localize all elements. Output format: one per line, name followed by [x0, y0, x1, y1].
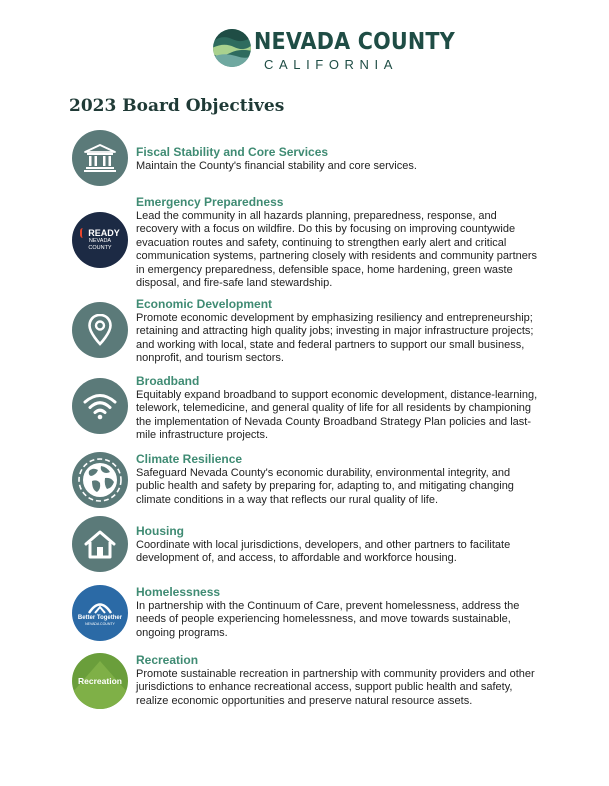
- courthouse-icon: [72, 130, 128, 186]
- objective-title: Climate Resilience: [136, 452, 243, 466]
- objective-description: Promote sustainable recreation in partnership with community providers and other jurisdictions to enhance recreational access, support public health and safety, realize economic opportunities and preserve natural resource assets.: [136, 668, 535, 707]
- page-title: 2023 Board Objectives: [69, 96, 285, 116]
- objective-description: In partnership with the Continuum of Care, prevent homelessness, address the needs of people experiencing homelessness, and move towards sustainable, ongoing programs.: [136, 600, 520, 639]
- objective-title: Fiscal Stability and Core Services: [136, 145, 329, 159]
- logo-title: NEVADA COUNTY: [254, 29, 455, 55]
- objective-description: Lead the community in all hazards planning, preparedness, response, and recovery with a focus on wildfire. Do this by focusing on improving countywide evacuation routes and safety, continuing to strengthen early alert and critical communication systems, partnering closely with residents and community partners in emergency preparedness, defensible space, home hardening, green waste disposal, and fire-safe land stewardship.: [136, 210, 538, 290]
- house-icon: [72, 516, 128, 572]
- better-together-logo: [72, 585, 128, 641]
- objective-title: Homelessness: [136, 585, 221, 599]
- objective-title: Broadband: [136, 374, 200, 388]
- objective-title: Housing: [136, 524, 184, 538]
- objective-description: Maintain the County's financial stability and core services.: [136, 160, 417, 172]
- objective-title: Emergency Preparedness: [136, 195, 284, 209]
- recreation-logo-text: Recreation: [78, 676, 122, 686]
- mountain-logo-icon: [212, 28, 252, 68]
- objective-title: Recreation: [136, 653, 199, 667]
- roof-arch-icon: [87, 600, 113, 614]
- objective-title: Economic Development: [136, 297, 273, 311]
- ready-nevada-county-logo: [72, 212, 128, 268]
- objective-description: Coordinate with local jurisdictions, developers, and other partners to facilitate development of, and access, to affordable and workforce housing.: [136, 539, 511, 565]
- logo-subtitle: CALIFORNIA: [264, 57, 399, 72]
- county-logo: [212, 28, 455, 76]
- better-together-subtext: NEVADA COUNTY: [85, 621, 115, 626]
- ready-logo-line2: NEVADA: [88, 238, 112, 244]
- objective-description: Equitably expand broadband to support economic development, distance-learning, telework, telemedicine, and general quality of life for all residents by championing the implementation of Nevada County Broadband Strategy Plan policies and last-mile infrastructure projects.: [136, 389, 538, 442]
- map-pin-icon: [72, 302, 128, 358]
- objective-description: Promote economic development by emphasizing resiliency and entrepreneurship; retaining and attracting high quality jobs; investing in major infrastructure projects; and working with local, state and federal partners to support our small business, nonprofit, and tourism sectors.: [136, 312, 534, 365]
- ready-logo-line3: COUNTY: [88, 245, 112, 251]
- wifi-icon: [72, 378, 128, 434]
- better-together-text: Better Together: [77, 614, 123, 621]
- globe-icon: [72, 452, 128, 508]
- ready-logo-text: READY: [88, 227, 120, 238]
- objective-description: Safeguard Nevada County's economic durability, environmental integrity, and public health and safety by preparing for, adapting to, and mitigating changing climate conditions in a way that reflects our rural quality of life.: [136, 467, 514, 506]
- recreation-logo: [72, 653, 128, 709]
